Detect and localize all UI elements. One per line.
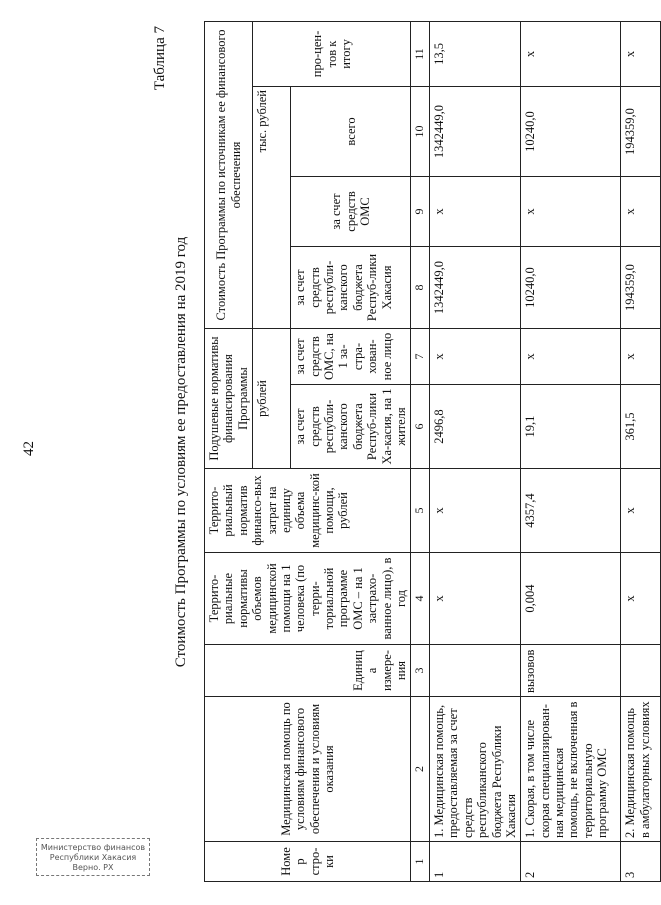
row-unit xyxy=(621,645,661,697)
row-volume: х xyxy=(621,553,661,645)
column-number: 6 xyxy=(411,385,430,469)
header-cost-oms: за счет средств ОМС xyxy=(291,177,411,247)
row-number: 1 xyxy=(430,842,521,882)
page-number: 42 xyxy=(21,441,37,456)
header-volume-norms: Террито-риальные нормативы объемов медицинской помощи на 1 человека (по терри-ториальной программе ОМС – на 1 застрахо-ванное лицо), в год xyxy=(205,553,411,645)
header-cost-norms: Террито-риальный норматив финансо-вых затрат на единицу объема медицинс-кой помощи, рублей xyxy=(205,469,411,553)
table-row xyxy=(430,21,521,881)
row-cost-norm: 4357,4 xyxy=(521,469,621,553)
column-number: 4 xyxy=(411,553,430,645)
row-cost-oms: х xyxy=(521,177,621,247)
row-per-capita-budget: 361,5 xyxy=(621,385,661,469)
stamp-line: Республики Хакасия xyxy=(49,853,137,862)
row-name: 1. Медицинская помощь, предоставляемая за счет средств республиканского бюджета Республики Хакасия xyxy=(430,697,521,842)
document-title: Стоимость Программы по условиям ее предоставления на 2019 год xyxy=(173,236,189,668)
header-per-capita-budget: за счет средств республи-канского бюджета Респуб-лики Ха-касия, на 1 жителя xyxy=(291,385,411,469)
column-number-row xyxy=(411,21,430,881)
header-cost-budget: за счет средств республи-канского бюджета Респуб-лики Хакасия xyxy=(291,247,411,329)
row-cost-oms: х xyxy=(621,177,661,247)
header-row-number: Номер стро-ки xyxy=(205,842,411,882)
row-name: 1. Скорая, в том числе скорая специализирован-ная медицинская помощь, не включенная в территориальную программу ОМС xyxy=(521,697,621,842)
row-cost-budget: 1342449,0 xyxy=(430,247,521,329)
row-number: 2 xyxy=(521,842,621,882)
row-cost-budget: 194359,0 xyxy=(621,247,661,329)
row-per-capita-oms: х xyxy=(521,329,621,385)
column-number: 11 xyxy=(411,21,430,86)
table-row xyxy=(521,21,621,881)
column-number: 1 xyxy=(411,842,430,882)
column-number: 3 xyxy=(411,645,430,697)
column-number: 7 xyxy=(411,329,430,385)
row-total: 1342449,0 xyxy=(430,87,521,177)
program-cost-table xyxy=(204,21,661,882)
table-caption: Таблица 7 xyxy=(152,26,168,91)
header-row-1 xyxy=(205,21,253,881)
row-unit xyxy=(430,645,521,697)
header-cost-unit: тыс. рублей xyxy=(253,87,291,329)
row-cost-norm: х xyxy=(621,469,661,553)
row-total: 194359,0 xyxy=(621,87,661,177)
column-number: 5 xyxy=(411,469,430,553)
row-volume: 0,004 xyxy=(521,553,621,645)
header-per-capita-norms: Подушевые нормативы финансирования Программы xyxy=(205,329,253,469)
row-percent: 13,5 xyxy=(430,21,521,86)
column-number: 9 xyxy=(411,177,430,247)
header-cost-total: всего xyxy=(291,87,411,177)
row-percent: х xyxy=(521,21,621,86)
header-per-capita-oms: за счет средств ОМС, на 1 за-стра-хован-ное лицо xyxy=(291,329,411,385)
certification-stamp xyxy=(36,838,150,876)
column-number: 10 xyxy=(411,87,430,177)
table-row xyxy=(621,21,661,881)
column-number: 2 xyxy=(411,697,430,842)
row-unit: вызовов xyxy=(521,645,621,697)
header-unit: Единица измере-ния xyxy=(205,645,411,697)
row-name: 2. Медицинская помощь в амбулаторных условиях xyxy=(621,697,661,842)
stamp-line: Министерство финансов xyxy=(40,843,146,852)
header-cost-percent: про-цен-тов к итогу xyxy=(253,21,411,86)
row-percent: х xyxy=(621,21,661,86)
header-cost-by-sources: Стоимость Программы по источникам ее финансового обеспечения xyxy=(205,21,253,328)
row-number: 3 xyxy=(621,842,661,882)
row-per-capita-oms: х xyxy=(430,329,521,385)
rotated-table-page xyxy=(150,22,652,882)
row-cost-oms: х xyxy=(430,177,521,247)
header-per-capita-unit: рублей xyxy=(253,329,291,469)
header-medical-help: Медицинская помощь по условиям финансового обеспечения и условиям оказания xyxy=(205,697,411,842)
row-total: 10240,0 xyxy=(521,87,621,177)
row-per-capita-budget: 19,1 xyxy=(521,385,621,469)
column-number: 8 xyxy=(411,247,430,329)
row-volume: х xyxy=(430,553,521,645)
row-per-capita-budget: 2496,8 xyxy=(430,385,521,469)
row-cost-budget: 10240,0 xyxy=(521,247,621,329)
row-cost-norm: х xyxy=(430,469,521,553)
stamp-line: Верно. РХ xyxy=(72,863,114,872)
row-per-capita-oms: х xyxy=(621,329,661,385)
